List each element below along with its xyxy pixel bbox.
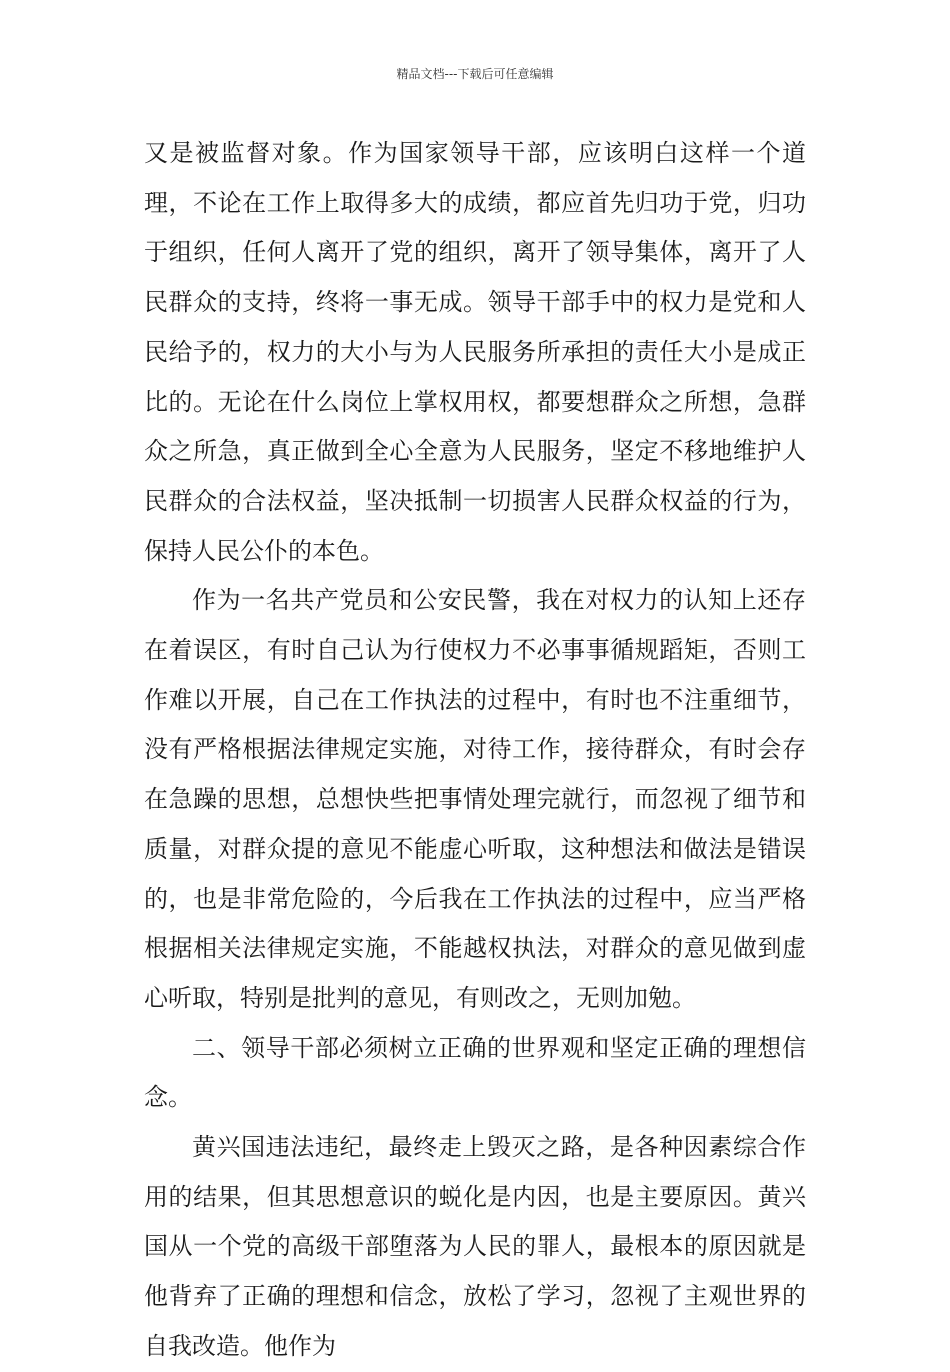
section-heading: 二、领导干部必须树立正确的世界观和坚定正确的理想信念。 [144, 1033, 806, 1112]
paragraph: 黄兴国违法违纪，最终走上毁灭之路，是各种因素综合作用的结果，但其思想意识的蜕化是内因，也是主要原因。黄兴国从一个党的高级干部堕落为人民的罪人，最根本的原因就是他背弃了正确的理想和信念，放松了学习，忽视了主观世界的自我改造。他作为 [144, 1133, 806, 1360]
paragraph-continuation: 又是被监督对象。作为国家领导干部，应该明白这样一个道理，不论在工作上取得多大的成绩，都应首先归功于党，归功于组织，任何人离开了党的组织，离开了领导集体，离开了人民群众的支持，终将一事无成。领导干部手中的权力是党和人民给予的，权力的大小与为人民服务所承担的责任大小是成正比的。无论在什么岗位上掌权用权，都要想群众之所想，急群众之所急，真正做到全心全意为人民服务，坚定不移地维护人民群众的合法权益，坚决抵制一切损害人民群众权益的行为，保持人民公仆的本色。 [144, 139, 806, 565]
document-body [144, 129, 806, 1372]
paragraph: 作为一名共产党员和公安民警，我在对权力的认知上还存在着误区，有时自己认为行使权力不必事事循规蹈矩，否则工作难以开展，自己在工作执法的过程中，有时也不注重细节，没有严格根据法律规定实施，对待工作，接待群众，有时会存在急躁的思想，总想快些把事情处理完就行，而忽视了细节和质量，对群众提的意见不能虚心听取，这种想法和做法是错误的，也是非常危险的，今后我在工作执法的过程中，应当严格根据相关法律规定实施，不能越权执法，对群众的意见做到虚心听取，特别是批判的意见，有则改之，无则加勉。 [144, 586, 806, 1012]
page-header: 精品文档---下载后可任意编辑 [396, 67, 554, 81]
